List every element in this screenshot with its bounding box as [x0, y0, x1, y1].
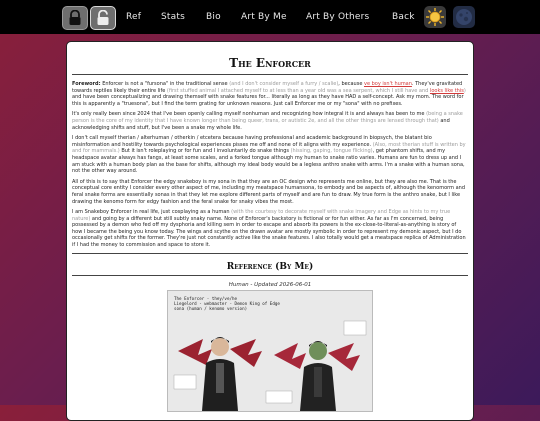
- section-divider: [72, 253, 468, 254]
- foreword-label: Foreword:: [72, 81, 101, 87]
- nav-link-stats[interactable]: Stats: [161, 12, 185, 22]
- top-nav-bar: [0, 0, 540, 34]
- body-aside: (being a snake person is the core of my identity that I have known longer than being queer, trans, or autistic 2e, and all the other things are lensed through that): [72, 111, 463, 124]
- lock-open-icon: [96, 10, 110, 26]
- sea-serpent-link[interactable]: looks like this: [429, 87, 464, 94]
- nav-link-ref[interactable]: Ref: [126, 12, 142, 22]
- light-theme-button[interactable]: [424, 6, 446, 28]
- foreword-text: . They've gravitated towards reptiles likely their entire life: [72, 81, 463, 94]
- not-human-link[interactable]: ve boy isn't human: [363, 81, 412, 87]
- body-text: and acknowledging shifts and stuff, but I've been a snake my whole life.: [72, 117, 450, 131]
- body-text: , get phantom shifts, and my headspace avatar always has fangs, at least some scales, and a forked tongue although my human to snake ratio varies. Humans are fun to dress up and I am stuck with a human body plan as the base for shifts, although my ideal body would be a legless anthro snake with arms. I'm a snake with a human sona, not the other way around.: [72, 148, 465, 175]
- foreword-aside: (and I don't consider myself a furry / scalie): [229, 81, 339, 87]
- reference-caption: Human - Updated 2026-06-01: [228, 281, 312, 288]
- nav-link-art-by-me[interactable]: Art By Me: [241, 12, 287, 22]
- dark-theme-button[interactable]: [453, 6, 475, 28]
- body-aside: (with the courtesy to decorate myself with snake imagery and Edge as hints to my true nature): [72, 209, 451, 222]
- body-text: I don't call myself therian / alterhuman / otherkin / etcetera because having professional and academic background in biopsych, the blatant bio misinformation and hostility towards psychological experiences pisses me off and none of it aligns with my experience.: [72, 135, 432, 148]
- body-text: I am Snakeboy Enforcer in real life, just cosplaying as a human: [72, 209, 232, 216]
- sona-paragraph: All of this is to say that Enforcer the edgy snakeboy is my sona in that they are an OC design who represents me online, but they are also me. That is the conceptual core entity I consider every other aspect of me, including my meatspace humansona, to embody and be aspects of, although the kenomorm and feral snake forms are essentially sonas in that they let me explore different parts of myself and are fun to draw. My true form is the anthro snake, but I like drawing the kenomo form for edgy fashion and the feral snake for snaky vibes the most.: [72, 178, 465, 205]
- body-aside: (hissing, gaping, tongue flicking): [290, 148, 373, 155]
- foreword-aside: ): [463, 87, 466, 94]
- content-panel: [66, 41, 474, 421]
- reference-image-label: The Enforcer - they/ve/he Liegelord - webmaster - Demon King of Edge sona (human / kenomo version): [174, 295, 280, 312]
- real-life-paragraph: [72, 209, 468, 249]
- reference-illustration: [168, 291, 372, 411]
- reference-heading: Reference (By Me): [226, 261, 314, 272]
- foreword-aside: (first stuffed animal I attached myself to at less than a year old was a sea serpent, which I still have and: [166, 87, 429, 94]
- nav-link-bio[interactable]: Bio: [206, 12, 221, 22]
- body-text: and going by a different but still subtly snaky name. None of Enforcer's backstory is fictional or for fun either. As far as I'm concerned, being possessed by a demon who fed off my dysphoria and killing sem in order to escape and absorb its powers is the ex-close-to-literal-as-anything is story of how I became the being you know today. The wings and scythe on the drawn avatar are mostly symbolic in order to represent my demonic aspect, but I do occasionally get shifts for the former. They're just not constantly active like the snake features. I also totally would get a meatspace replica of Administration if I had the money to commission and space to store it.: [72, 215, 466, 249]
- reference-divider: [72, 275, 468, 276]
- reference-image[interactable]: [167, 290, 373, 412]
- unlock-toggle-button[interactable]: [90, 6, 116, 30]
- lock-closed-icon: [68, 10, 82, 26]
- foreword-text: and have been conceptualizing and drawing themself with snake features for... literally as long as they have HAD a self-concept. Ask my mom. The word for this is apparently a "truesona", but I find the term grating for unknown reasons. Just call Enforcer me or my "sona" with no prefixes.: [72, 94, 464, 107]
- therian-paragraph: [72, 135, 468, 175]
- body-aside: (Also, most therian stuff is written by and for mammals.): [72, 141, 466, 155]
- identity-paragraph: [72, 111, 468, 131]
- nav-link-back[interactable]: Back: [392, 12, 415, 22]
- page-title: The Enforcer: [229, 56, 311, 70]
- foreword-paragraph: [72, 81, 468, 107]
- body-text: It's only really been since 2024 that I've been openly calling myself nonhuman and recognizing how integral it is and always has been to me: [72, 111, 427, 118]
- foreword-text: Enforcer is not a "fursona" in the traditional sense: [100, 81, 230, 87]
- sun-icon: [425, 7, 445, 27]
- nav-link-art-by-others[interactable]: Art By Others: [306, 12, 370, 22]
- body-text: But it isn't roleplaying or for fun and I involuntarily do snake things: [119, 148, 291, 155]
- moon-icon: [454, 7, 474, 27]
- lock-toggle-button[interactable]: [62, 6, 88, 30]
- title-divider: [72, 74, 468, 75]
- foreword-text: , because: [338, 81, 364, 87]
